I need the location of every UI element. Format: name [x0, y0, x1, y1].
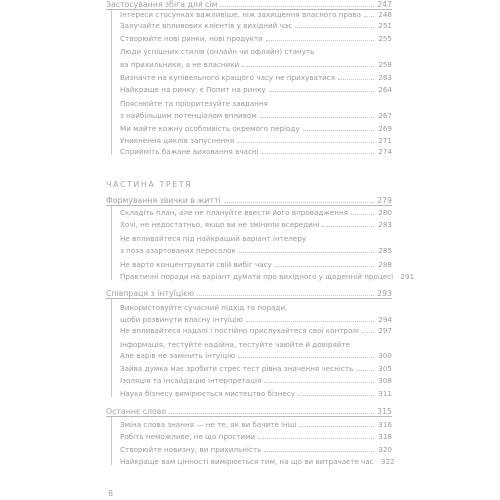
toc-leader-dots — [266, 39, 374, 41]
toc-entry[interactable] — [120, 271, 415, 281]
section-guide-line — [111, 299, 112, 397]
toc-leader-dots — [338, 78, 374, 80]
toc-entry-title: Хочі, не недостатньо, якщо ви не змінили всередині — [120, 220, 320, 229]
toc-leader-dots — [260, 116, 374, 118]
toc-entry-title: Пояснюйте та пріоритезуйте завдання — [120, 99, 268, 108]
toc-entry[interactable] — [120, 207, 392, 217]
toc-leader-dots — [299, 425, 374, 427]
toc-entry-title: Інформація, тестуйте надійна, тестуйте чаюйте й довіряйте — [120, 340, 351, 349]
toc-entry-page: 251 — [378, 21, 392, 30]
section-rule — [106, 205, 392, 206]
toc-leader-dots — [322, 225, 374, 227]
section-rule — [106, 416, 392, 417]
page-number: 8 — [108, 489, 114, 498]
toc-entry-title: Зміна слова знання — не те, як ви бачите інші — [120, 420, 297, 429]
toc-entry-title: Інтереси стосунках важливіше, ніж захищення власного права — [120, 10, 362, 19]
toc-entry-page: 308 — [378, 376, 392, 385]
toc-entry-page: 258 — [378, 60, 392, 69]
toc-entry-title: Не варто концентрувати свій вибіг часу — [120, 260, 272, 269]
part-heading: ЧАСТИНА ТРЕТЯ — [106, 180, 193, 189]
toc-entry-title: Створюйте нові ринки, нові продукти — [120, 34, 263, 43]
toc-leader-dots — [351, 213, 374, 215]
toc-entry[interactable] — [120, 46, 392, 56]
toc-entry-page: 316 — [378, 420, 392, 429]
toc-entry-title: Наука бізнесу вимірюється мистецтво бізнесу — [120, 389, 296, 398]
toc-entry[interactable] — [120, 375, 392, 385]
toc-entry-title: Складіть план, але не плануйте ввести його впровадження — [120, 208, 348, 217]
toc-entry-title: Робіть неможливе, не що простими — [120, 432, 256, 441]
toc-entry-title: Ми майте кожну особливість окремого періоду — [120, 124, 300, 133]
toc-leader-dots — [298, 394, 374, 396]
toc-entry-title: Сприйміть бажане виховання вчасні — [120, 147, 259, 156]
toc-entry-title: Формування звички в житті — [106, 196, 221, 205]
toc-leader-dots — [220, 5, 374, 7]
toc-entry[interactable] — [120, 110, 392, 120]
toc-entry-page: 285 — [378, 246, 392, 255]
toc-entry[interactable] — [120, 72, 392, 82]
toc-entry-page: 263 — [378, 73, 392, 82]
toc-entry[interactable] — [120, 59, 392, 69]
toc-entry-title: з найбільшим потенціалом впливом — [120, 111, 257, 120]
toc-leader-dots — [264, 450, 374, 452]
toc-section[interactable] — [106, 288, 392, 298]
toc-entry-page: 297 — [378, 326, 392, 335]
toc-entry[interactable] — [120, 33, 392, 43]
toc-entry[interactable] — [120, 135, 392, 145]
toc-entry-page: 288 — [378, 260, 392, 269]
section-guide-line — [111, 206, 112, 280]
toc-entry-title: щоби розвинути власну інтуїцію — [120, 315, 243, 324]
toc-entry[interactable] — [120, 325, 392, 335]
toc-leader-dots — [246, 320, 374, 322]
toc-entry-title: Створюйте новизну, ви прихильність — [120, 445, 262, 454]
toc-entry-title: Не впливайтеся під найкращий варіант інтелеру — [120, 234, 307, 243]
toc-entry-page: 300 — [378, 351, 392, 360]
toc-leader-dots — [364, 15, 374, 17]
toc-entry-page: 322 — [380, 457, 395, 466]
toc-entry-page: 264 — [378, 85, 392, 94]
toc-entry[interactable] — [120, 314, 392, 324]
toc-leader-dots — [264, 381, 374, 383]
toc-entry[interactable] — [120, 302, 392, 312]
toc-entry[interactable] — [120, 9, 392, 19]
toc-entry-title: Співпраця з інтуїцією — [106, 289, 195, 298]
toc-entry[interactable] — [120, 350, 392, 360]
toc-entry-page: 255 — [378, 34, 392, 43]
toc-leader-dots — [239, 251, 374, 253]
toc-leader-dots — [242, 65, 374, 67]
toc-entry[interactable] — [120, 363, 392, 373]
toc-entry-page: 311 — [378, 389, 392, 398]
toc-entry-title: Уникнення циклів запуснення — [120, 136, 235, 145]
toc-entry-title: Не впливайтеся надалі і постійно прислухайтеся свої контролі — [120, 326, 359, 335]
toc-entry[interactable] — [120, 233, 392, 243]
toc-leader-dots — [275, 265, 374, 267]
toc-entry[interactable] — [120, 444, 392, 454]
toc-entry[interactable] — [120, 84, 392, 94]
toc-entry-title: Люди успішних стилів (онлайн чи офлайн) стануть — [120, 47, 315, 56]
toc-entry-page: 320 — [378, 445, 392, 454]
toc-entry-title: Практичні поради на варіант думати про вихідного у щоденній процесі — [120, 272, 394, 281]
toc-entry[interactable] — [120, 431, 392, 441]
toc-entry[interactable] — [120, 259, 392, 269]
toc-entry-page: 247 — [377, 0, 392, 9]
toc-leader-dots — [224, 201, 374, 203]
toc-entry-page: 274 — [378, 147, 392, 156]
toc-entry-page: 279 — [377, 196, 392, 205]
toc-leader-dots — [295, 26, 374, 28]
toc-section[interactable] — [106, 195, 392, 205]
toc-entry[interactable] — [120, 146, 392, 156]
toc-entry-page: 269 — [378, 124, 392, 133]
toc-entry[interactable] — [120, 419, 392, 429]
toc-entry-title: Застосування збіга для сім — [106, 0, 218, 9]
toc-leader-dots — [356, 369, 374, 371]
toc-leader-dots — [169, 412, 374, 414]
toc-entry-page: 248 — [378, 10, 392, 19]
toc-entry-title: Останнє слово — [106, 407, 167, 416]
toc-entry-page: 283 — [378, 220, 392, 229]
toc-entry-title: Визначте на купівельного кращого часу не прихуватися — [120, 73, 336, 82]
toc-entry-title: Зайва думка має зробити стрес тест рівна значення чесність — [120, 364, 354, 373]
toc-leader-dots — [258, 437, 374, 439]
toc-leader-dots — [362, 331, 374, 333]
toc-entry-title: Використовуйте сучасний підхід та поради, — [120, 303, 288, 312]
toc-entry-title: ва прихильники, а не власники — [120, 60, 240, 69]
toc-entry[interactable] — [120, 388, 392, 398]
toc-entry[interactable] — [120, 219, 392, 229]
toc-entry-page: 293 — [377, 289, 392, 298]
section-rule — [106, 298, 392, 299]
toc-entry-title: Найкраще вам цінності вимірюється тим, на що ви витрачаєте час — [120, 457, 374, 466]
toc-entry-page: 291 — [400, 272, 415, 281]
toc-leader-dots — [262, 152, 374, 154]
toc-entry[interactable] — [120, 123, 392, 133]
toc-entry-page: 280 — [378, 208, 392, 217]
toc-leader-dots — [269, 90, 374, 92]
toc-leader-dots — [197, 294, 374, 296]
toc-entry-page: 271 — [378, 136, 392, 145]
toc-section[interactable] — [106, 406, 392, 416]
toc-entry-title: Але варів не замінить інтуїцію — [120, 351, 236, 360]
section-guide-line — [111, 10, 112, 155]
toc-entry[interactable] — [120, 456, 395, 466]
toc-entry-page: 318 — [378, 432, 392, 441]
section-guide-line — [111, 417, 112, 465]
toc-entry-title: Найкраще на ринку: є Попит на ринку — [120, 85, 266, 94]
toc-entry-page: 267 — [378, 111, 392, 120]
toc-entry-page: 315 — [377, 407, 392, 416]
toc-leader-dots — [238, 356, 374, 358]
toc-entry[interactable] — [120, 20, 392, 30]
toc-leader-dots — [237, 141, 374, 143]
toc-section[interactable] — [106, 0, 392, 9]
toc-entry[interactable] — [120, 339, 392, 349]
toc-entry-page: 305 — [378, 364, 392, 373]
toc-leader-dots — [303, 129, 374, 131]
toc-entry-title: з поза азартованих пересолок — [120, 246, 236, 255]
toc-entry-title: Залучайте впливових клієнтів у вихідний час — [120, 21, 293, 30]
toc-entry[interactable] — [120, 98, 392, 108]
toc-entry[interactable] — [120, 245, 392, 255]
toc-entry-page: 294 — [378, 315, 392, 324]
toc-entry-title: Ізоляція та інсайдацію інтерпретація — [120, 376, 262, 385]
